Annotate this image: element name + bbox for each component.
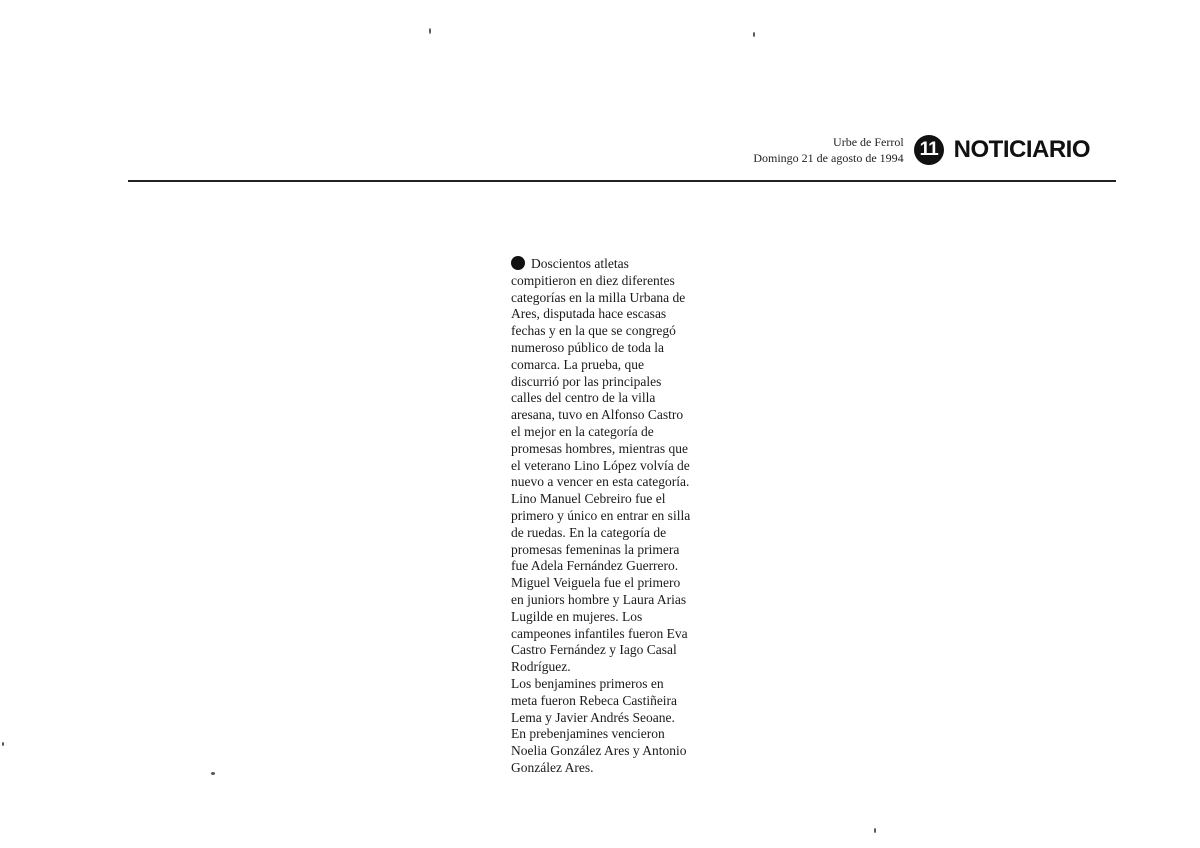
article-line: aresana, tuvo en Alfonso Castro [511,407,684,423]
scan-speck [211,772,215,775]
publication-name: Urbe de Ferrol [833,135,904,149]
header-rule [128,180,1116,182]
article-line: Doscientos atletas [511,256,707,273]
article-line: el veterano Lino López volvía de [511,457,690,473]
article-line: Ares, disputada hace escasas [511,306,667,322]
article-line: calles del centro de la villa [511,390,656,406]
scan-speck [2,742,4,746]
article-line: numeroso público de toda la [511,339,664,355]
article-line: fue Adela Fernández Guerrero. [511,558,679,574]
page-number-badge: 11 [914,135,944,165]
article-line: categorías en la milla Urbana de [511,289,686,305]
bullet-icon [511,256,525,270]
publication-date: Domingo 21 de agosto de 1994 [753,151,904,165]
article-line: meta fueron Rebeca Castiñeira [511,692,678,708]
article-line: nuevo a vencer en esta categoría. [511,474,690,490]
article-line: Lema y Javier Andrés Seoane. [511,709,675,725]
scan-speck [874,828,876,833]
article-line: Lugilde en mujeres. Los [511,608,643,624]
scan-speck [429,28,431,34]
page-header [753,130,1090,170]
scan-speck [753,32,755,37]
article-line: En prebenjamines vencieron [511,726,665,742]
article-line: comarca. La prueba, que [511,356,645,372]
article-line: Castro Fernández y Iago Casal [511,642,677,658]
article-line: Noelia González Ares y Antonio [511,743,687,759]
section-title: NOTICIARIO [953,136,1090,163]
article-line: el mejor en la categoría de [511,423,654,439]
article-line: campeones infantiles fueron Eva [511,625,688,641]
publication-info [753,134,903,166]
article-line: promesas femeninas la primera [511,541,680,557]
article-line: Miguel Veiguela fue el primero [511,575,681,591]
article-line: promesas hombres, mientras que [511,440,688,456]
article-line: Los benjamines primeros en [511,675,664,691]
article-line: González Ares. [511,759,594,775]
article-line: en juniors hombre y Laura Arias [511,591,687,607]
article-line: compitieron en diez diferentes [511,272,675,288]
article-line: primero y único en entrar en silla [511,507,691,523]
article-body [511,256,707,777]
article-line: discurrió por las principales [511,373,662,389]
article-line: Rodríguez. [511,659,571,675]
article-line: de ruedas. En la categoría de [511,524,667,540]
article-line: Lino Manuel Cebreiro fue el [511,491,666,507]
article-line: fechas y en la que se congregó [511,323,676,339]
